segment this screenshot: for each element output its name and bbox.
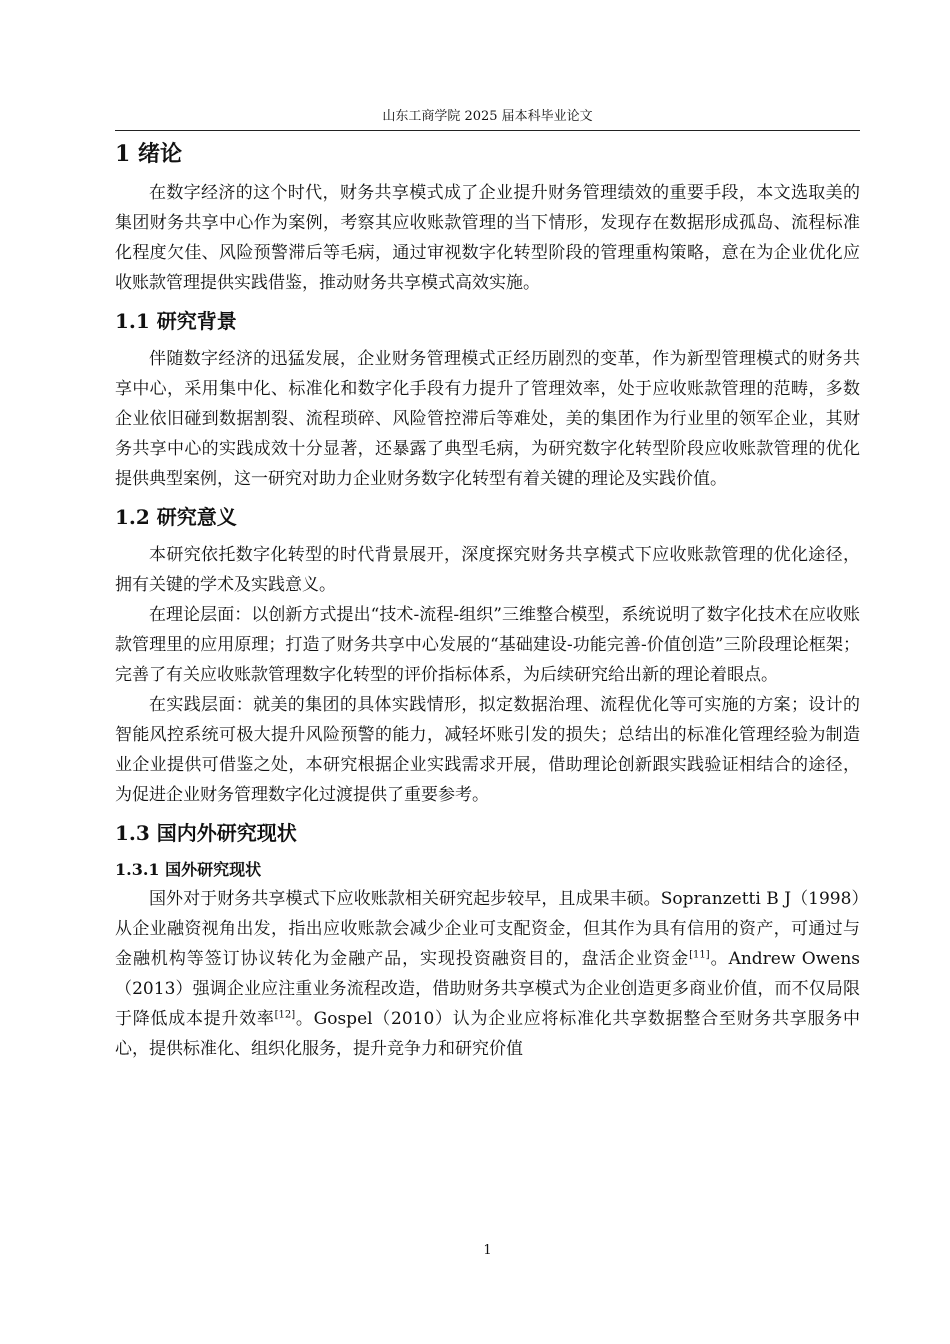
- chapter-intro-paragraph: 在数字经济的这个时代，财务共享模式成了企业提升财务管理绩效的重要手段，本文选取美的集团财务共享中心作为案例，考察其应收账款管理的当下情形，发现存在数据形成孤岛、流程标准化程度欠佳、风险预警滞后等毛病，通过审视数字化转型阶段的管理重构策略，意在为企业优化应收账款管理提供实践借鉴，推动财务共享模式高效实施。: [115, 183, 860, 293]
- page-number: 1: [483, 1243, 492, 1258]
- section-1-2-paragraph-1: 本研究依托数字化转型的时代背景展开，深度探究财务共享模式下应收账款管理的优化途径，拥有关键的学术及实践意义。: [115, 545, 860, 595]
- paragraph-text-part-2: 。Andrew Owens（2013）强调企业应注重业务流程改造，借助财务共享模式为企业创造更多商业价值，而不仅局限于降低成本提升效率: [115, 949, 860, 1029]
- section-1-2-paragraph-3: 在实践层面：就美的集团的具体实践情形，拟定数据治理、流程优化等可实施的方案；设计的智能风控系统可极大提升风险预警的能力，减轻坏账引发的损失；总结出的标准化管理经验为制造业企业提供可借鉴之处，本研究根据企业实践需求开展，借助理论创新跟实践验证相结合的途径，为促进企业财务管理数字化过渡提供了重要参考。: [115, 695, 860, 805]
- section-1-1-paragraph: 伴随数字经济的迅猛发展，企业财务管理模式正经历剧烈的变革，作为新型管理模式的财务共享中心，采用集中化、标准化和数字化手段有力提升了管理效率，处于应收账款管理的范畴，多数企业依旧碰到数据割裂、流程琐碎、风险管控滞后等难处，美的集团作为行业里的领军企业，其财务共享中心的实践成效十分显著，还暴露了典型毛病，为研究数字化转型阶段应收账款管理的优化提供典型案例，这一研究对助力企业财务数字化转型有着关键的理论及实践价值。: [115, 349, 860, 489]
- subsection-1-3-1-paragraph: [115, 884, 860, 1064]
- chapter-title: 1 绪论: [115, 141, 182, 167]
- section-1-1-title: 1.1 研究背景: [115, 309, 237, 333]
- section-1-2-paragraph-2: 在理论层面：以创新方式提出“技术-流程-组织”三维整合模型，系统说明了数字化技术在应收账款管理里的应用原理；打造了财务共享中心发展的“基础建设-功能完善-价值创造”三阶段理论框架；完善了有关应收账款管理数字化转型的评价指标体系，为后续研究给出新的理论着眼点。: [115, 605, 860, 685]
- citation-11: [11]: [689, 949, 710, 961]
- paragraph-text-part-1: 国外对于财务共享模式下应收账款相关研究起步较早，且成果丰硕。Sopranzetti B J（1998）从企业融资视角出发，指出应收账款会减少企业可支配资金，但其作为具有信用的资产，可通过与金融机构等签订协议转化为金融产品，实现投资融资目的，盘活企业资金: [115, 889, 860, 969]
- paragraph-text-part-3: 。Gospel（2010）认为企业应将标准化共享数据整合至财务共享服务中心，提供标准化、组织化服务，提升竞争力和研究价值: [115, 1009, 860, 1059]
- citation-12: [12]: [274, 1009, 296, 1021]
- section-1-3-title: 1.3 国内外研究现状: [115, 821, 297, 845]
- page-body: [115, 136, 860, 1064]
- section-1-2-title: 1.2 研究意义: [115, 505, 237, 529]
- header-rule: [115, 130, 860, 131]
- subsection-1-3-1-title: 1.3.1 国外研究现状: [115, 860, 262, 879]
- running-header: 山东工商学院 2025 届本科毕业论文: [382, 109, 593, 124]
